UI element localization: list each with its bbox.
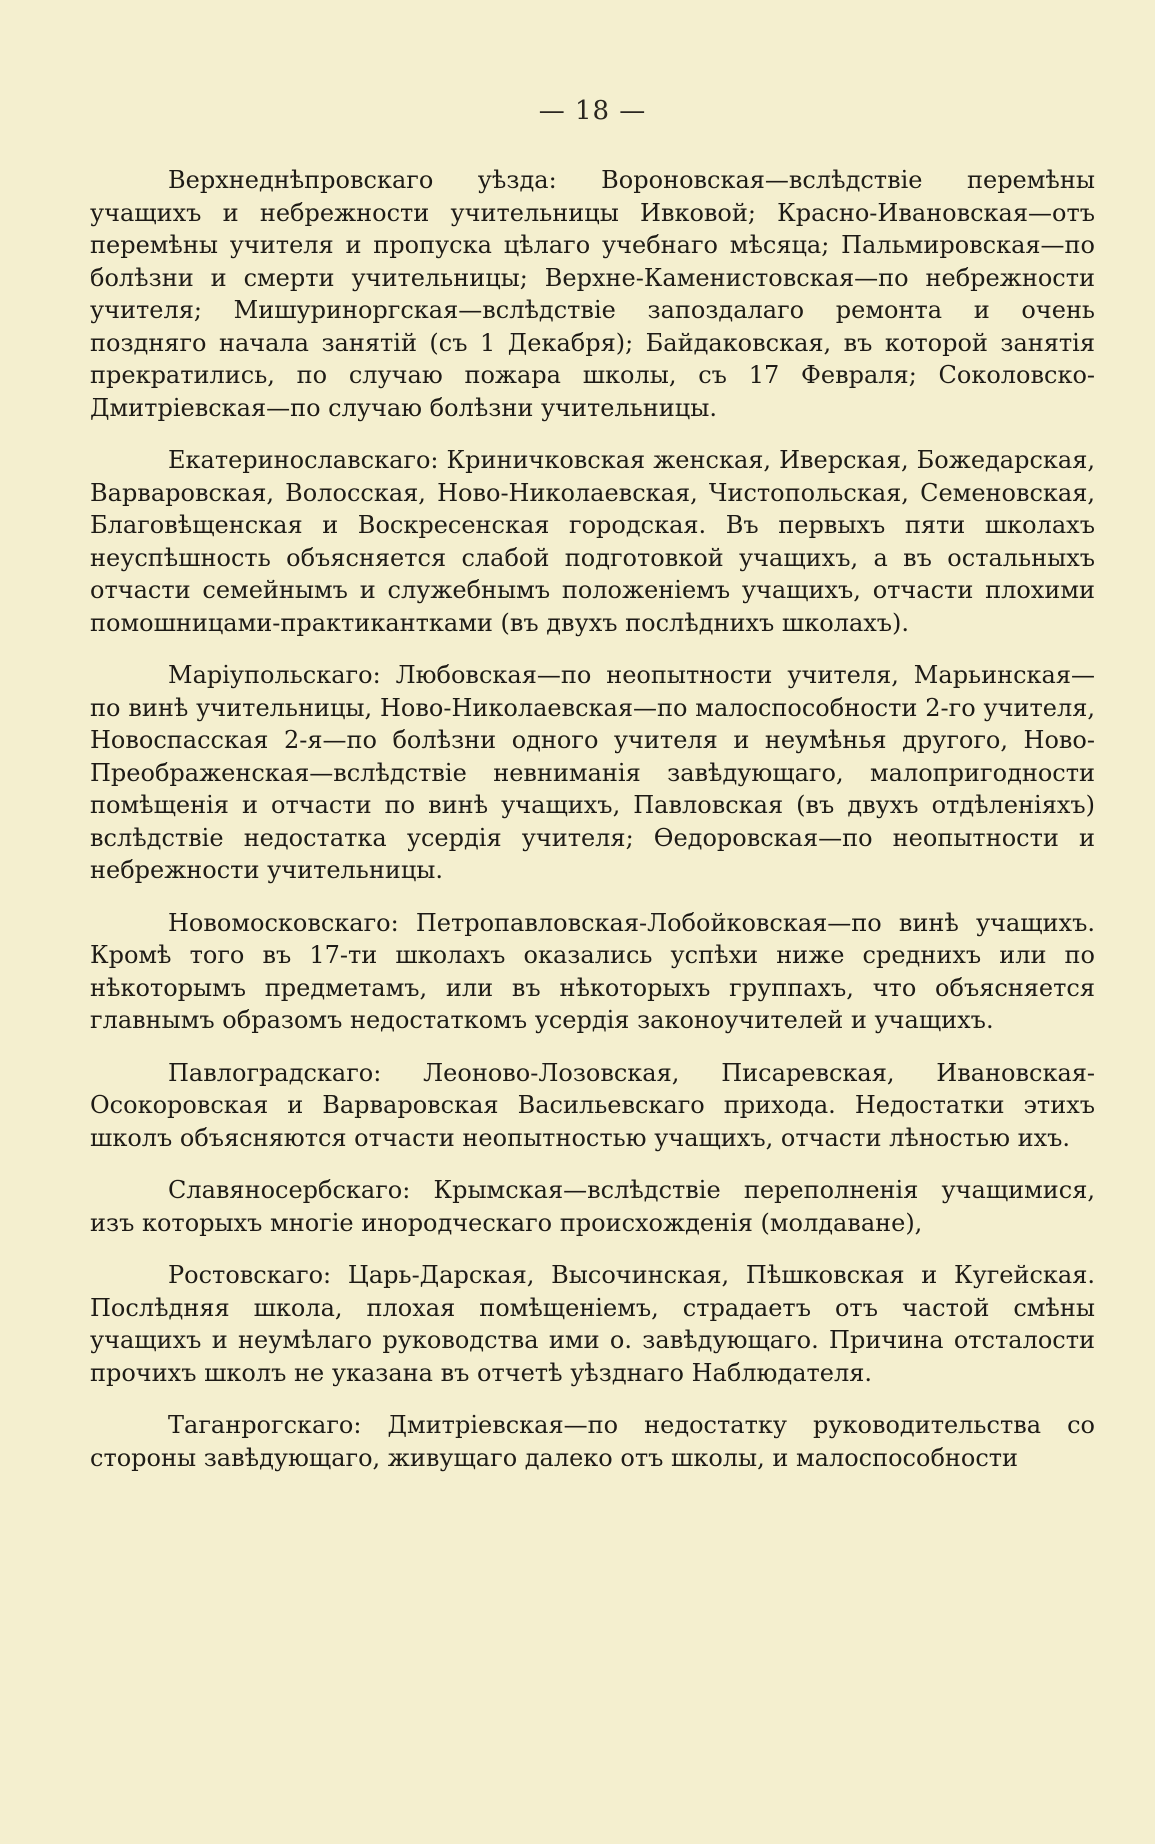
paragraph-rostov: Ростовскаго: Царь-Дарская, Высочинская, Пѣшковская и Кугейская. Послѣдняя школа, плохая помѣщеніемъ, страдаетъ отъ частой смѣны учащихъ и неумѣлаго руководства ими о. завѣдующаго. Причина отсталости прочихъ школъ не указана въ отчетѣ уѣзднаго Наблюдателя. bbox=[90, 1261, 1095, 1387]
paragraph-verkhnedneprovsk: Верхнеднѣпровскаго уѣзда: Вороновская—вслѣдствіе перемѣны учащихъ и небрежности учительницы Ивковой; Красно-Ивановская—отъ перемѣны учителя и пропуска цѣлаго учебнаго мѣсяца; Пальмировская—по болѣзни и смерти учительницы; Верхне-Каменистовская—по небрежности учителя; Мишуриноргская—вслѣдствіе запоздалаго ремонта и очень поздняго начала занятій (съ 1 Декабря); Байдаковская, въ которой занятія прекратились, по случаю пожара школы, съ 17 Февраля; Соколовско-Дмитріевская—по случаю болѣзни учительницы. bbox=[90, 166, 1095, 422]
paragraph-novomoskovsk: Новомосковскаго: Петропавловская-Лобойковская—по винѣ учащихъ. Кромѣ того въ 17-ти школахъ оказались успѣхи ниже среднихъ или по нѣкоторымъ предметамъ, или въ нѣкоторыхъ группахъ, что объясняется главнымъ образомъ недостаткомъ усердія законоучителей и учащихъ. bbox=[90, 908, 1095, 1034]
paragraph-pavlograd: Павлоградскаго: Леоново-Лозовская, Писаревская, Ивановская-Осокоровская и Варваровская Васильевскаго прихода. Недостатки этихъ школъ объясняются отчасти неопытностью учащихъ, отчасти лѣностью ихъ. bbox=[90, 1058, 1095, 1152]
paragraph-taganrog: Таганрогскаго: Дмитріевская—по недостатку руководительства со стороны завѣдующаго, живущаго далеко отъ школы, и малоспособности bbox=[90, 1411, 1095, 1472]
document-page bbox=[90, 96, 1095, 1816]
paragraph-ekaterinoslav: Екатеринославскаго: Криничковская женская, Иверская, Божедарская, Варваровская, Волосская, Ново-Николаевская, Чистопольская, Семеновская, Благовѣщенская и Воскресенская городская. Въ первыхъ пяти школахъ неуспѣшность объясняется слабой подготовкой учащихъ, а въ остальныхъ отчасти семейнымъ и служебнымъ положеніемъ учащихъ, отчасти плохими помошницами-практикантками (въ двухъ послѣднихъ школахъ). bbox=[90, 446, 1095, 637]
paragraph-mariupol: Маріупольскаго: Любовская—по неопытности учителя, Марьинская—по винѣ учительницы, Ново-Николаевская—по малоспособности 2-го учителя, Новоспасская 2-я—по болѣзни одного учителя и неумѣнья другого, Ново-Преображенская—вслѣдствіе невниманія завѣдующаго, малопригодности помѣщенія и отчасти по винѣ учащихъ, Павловская (въ двухъ отдѣленіяхъ) вслѣдствіе недостатка усердія учителя; Ѳедоровская—по неопытности и небрежности учительницы. bbox=[90, 661, 1095, 884]
paragraph-slavyanoserbsk: Славяносербскаго: Крымская—вслѣдствіе переполненія учащимися, изъ которыхъ многіе инородческаго происхожденія (молдаване), bbox=[90, 1176, 1095, 1237]
page-number: — 18 — bbox=[538, 96, 647, 126]
